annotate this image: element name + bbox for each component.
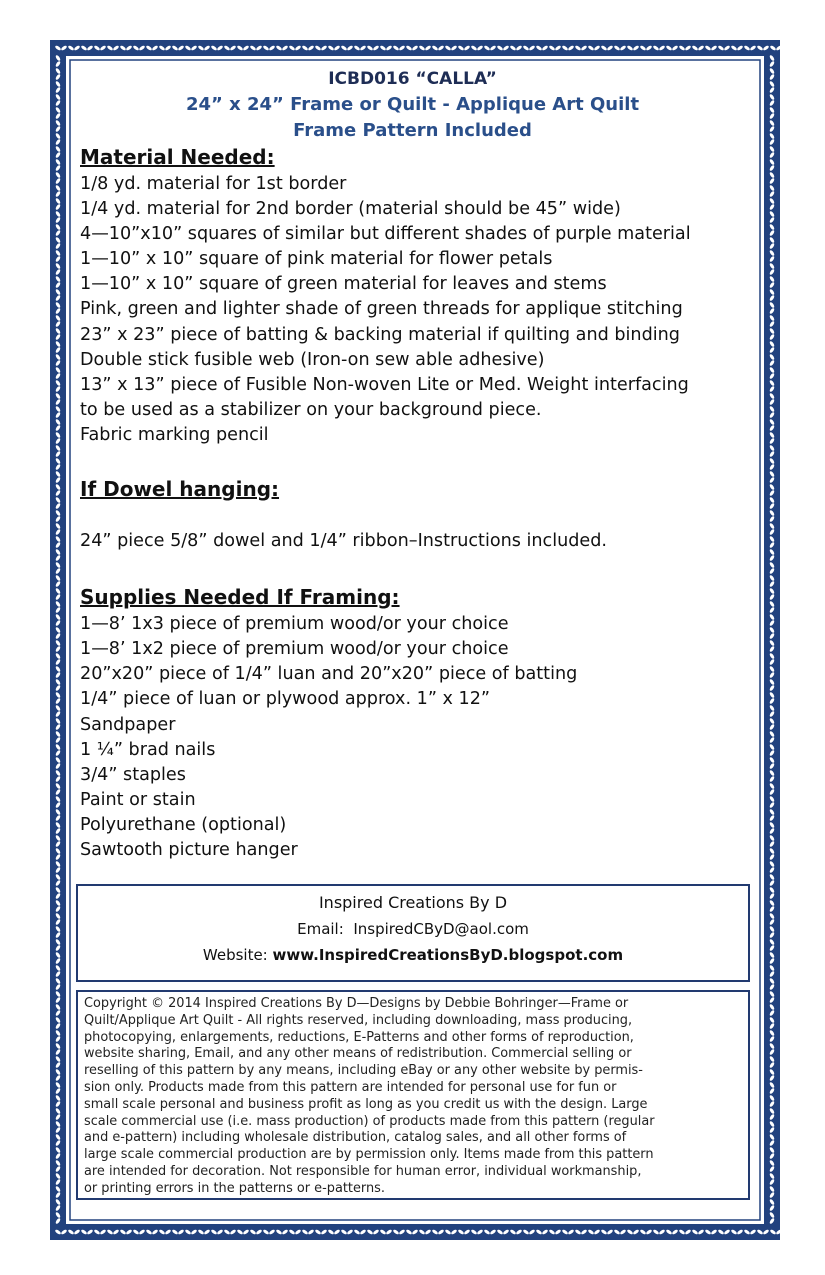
dowel-text: 24” piece 5/8” dowel and 1/4” ribbon–Instructions included. [80, 531, 608, 552]
pattern-subtitle: 24” x 24” Frame or Quilt - Applique Art Quilt [185, 94, 640, 115]
list-item: Double stick fusible web (Iron-on sew able adhesive) [80, 349, 545, 370]
list-item: 1/4” piece of luan or plywood approx. 1” x 12” [80, 689, 491, 710]
list-item: 3/4” staples [80, 764, 186, 785]
email-line [78, 916, 748, 942]
pattern-info-panel [72, 66, 753, 1215]
copyright-text: Copyright © 2014 Inspired Creations By D—Designs by Debbie Bohringer—Frame or Quilt/Applique Art Quilt - All rights reserved, including downloading, mass producing, photocopying, enlargements, reductions, E-Patterns and other forms of reproduction, website sharing, Email, and any other means of redistribution. Commercial selling or reselling of this pattern by any means, including eBay or any other website by permis- sion only. Products made from this pattern are intended for personal use for fun or small scale personal and business profit as long as you credit us with the design. Large scale commercial use (i.e. mass production) of products made from this pattern (regular and e-pattern) including wholesale distribution, catalog sales, and all other forms of large scale commercial production are by permission only. Items made from this pattern are intended for decoration. Not responsible for human error, individual workmanship, or printing errors in the patterns or e-patterns. [84, 996, 655, 1196]
list-item: 1—10” x 10” square of pink material for flower petals [80, 249, 553, 270]
website-link[interactable]: www.InspiredCreationsByD.blogspot.com [272, 946, 624, 964]
copyright-box [76, 990, 750, 1200]
email-link[interactable]: InspiredCByD@aol.com [353, 920, 529, 938]
materials-list [72, 172, 753, 448]
website-line [78, 942, 748, 968]
list-item: 1—8’ 1x3 piece of premium wood/or your choice [80, 614, 509, 635]
frame-pattern-note: Frame Pattern Included [293, 120, 532, 141]
materials-heading: Material Needed: [80, 145, 275, 169]
company-name: Inspired Creations By D [318, 893, 508, 912]
list-item: Sawtooth picture hanger [80, 839, 298, 860]
pattern-code: ICBD016 “CALLA” [328, 69, 497, 89]
contact-box [76, 884, 750, 982]
list-item: Polyurethane (optional) [80, 814, 287, 835]
dowel-heading: If Dowel hanging: [80, 477, 280, 502]
list-item: 1/8 yd. material for 1st border [80, 174, 347, 194]
framing-heading: Supplies Needed If Framing: [80, 585, 400, 610]
list-item: to be used as a stabilizer on your background piece. [80, 399, 542, 420]
list-item: 1—8’ 1x2 piece of premium wood/or your choice [80, 639, 509, 660]
website-label: Website: [202, 946, 268, 964]
list-item: 1 ¼” brad nails [80, 739, 216, 760]
list-item: Sandpaper [80, 714, 176, 735]
list-item: 4—10”x10” squares of similar but different shades of purple material [80, 224, 691, 245]
list-item: 23” x 23” piece of batting & backing material if quilting and binding [80, 324, 680, 345]
list-item: 1—10” x 10” square of green material for leaves and stems [80, 274, 607, 295]
list-item: Pink, green and lighter shade of green threads for applique stitching [80, 299, 683, 320]
list-item: 1/4 yd. material for 2nd border (material should be 45” wide) [80, 199, 621, 220]
email-label: Email: [297, 920, 344, 938]
list-item: Fabric marking pencil [80, 424, 269, 445]
list-item: Paint or stain [80, 789, 196, 810]
list-item: 20”x20” piece of 1/4” luan and 20”x20” piece of batting [80, 664, 578, 685]
list-item: 13” x 13” piece of Fusible Non-woven Lite or Med. Weight interfacing [80, 374, 689, 395]
framing-list [72, 612, 753, 863]
